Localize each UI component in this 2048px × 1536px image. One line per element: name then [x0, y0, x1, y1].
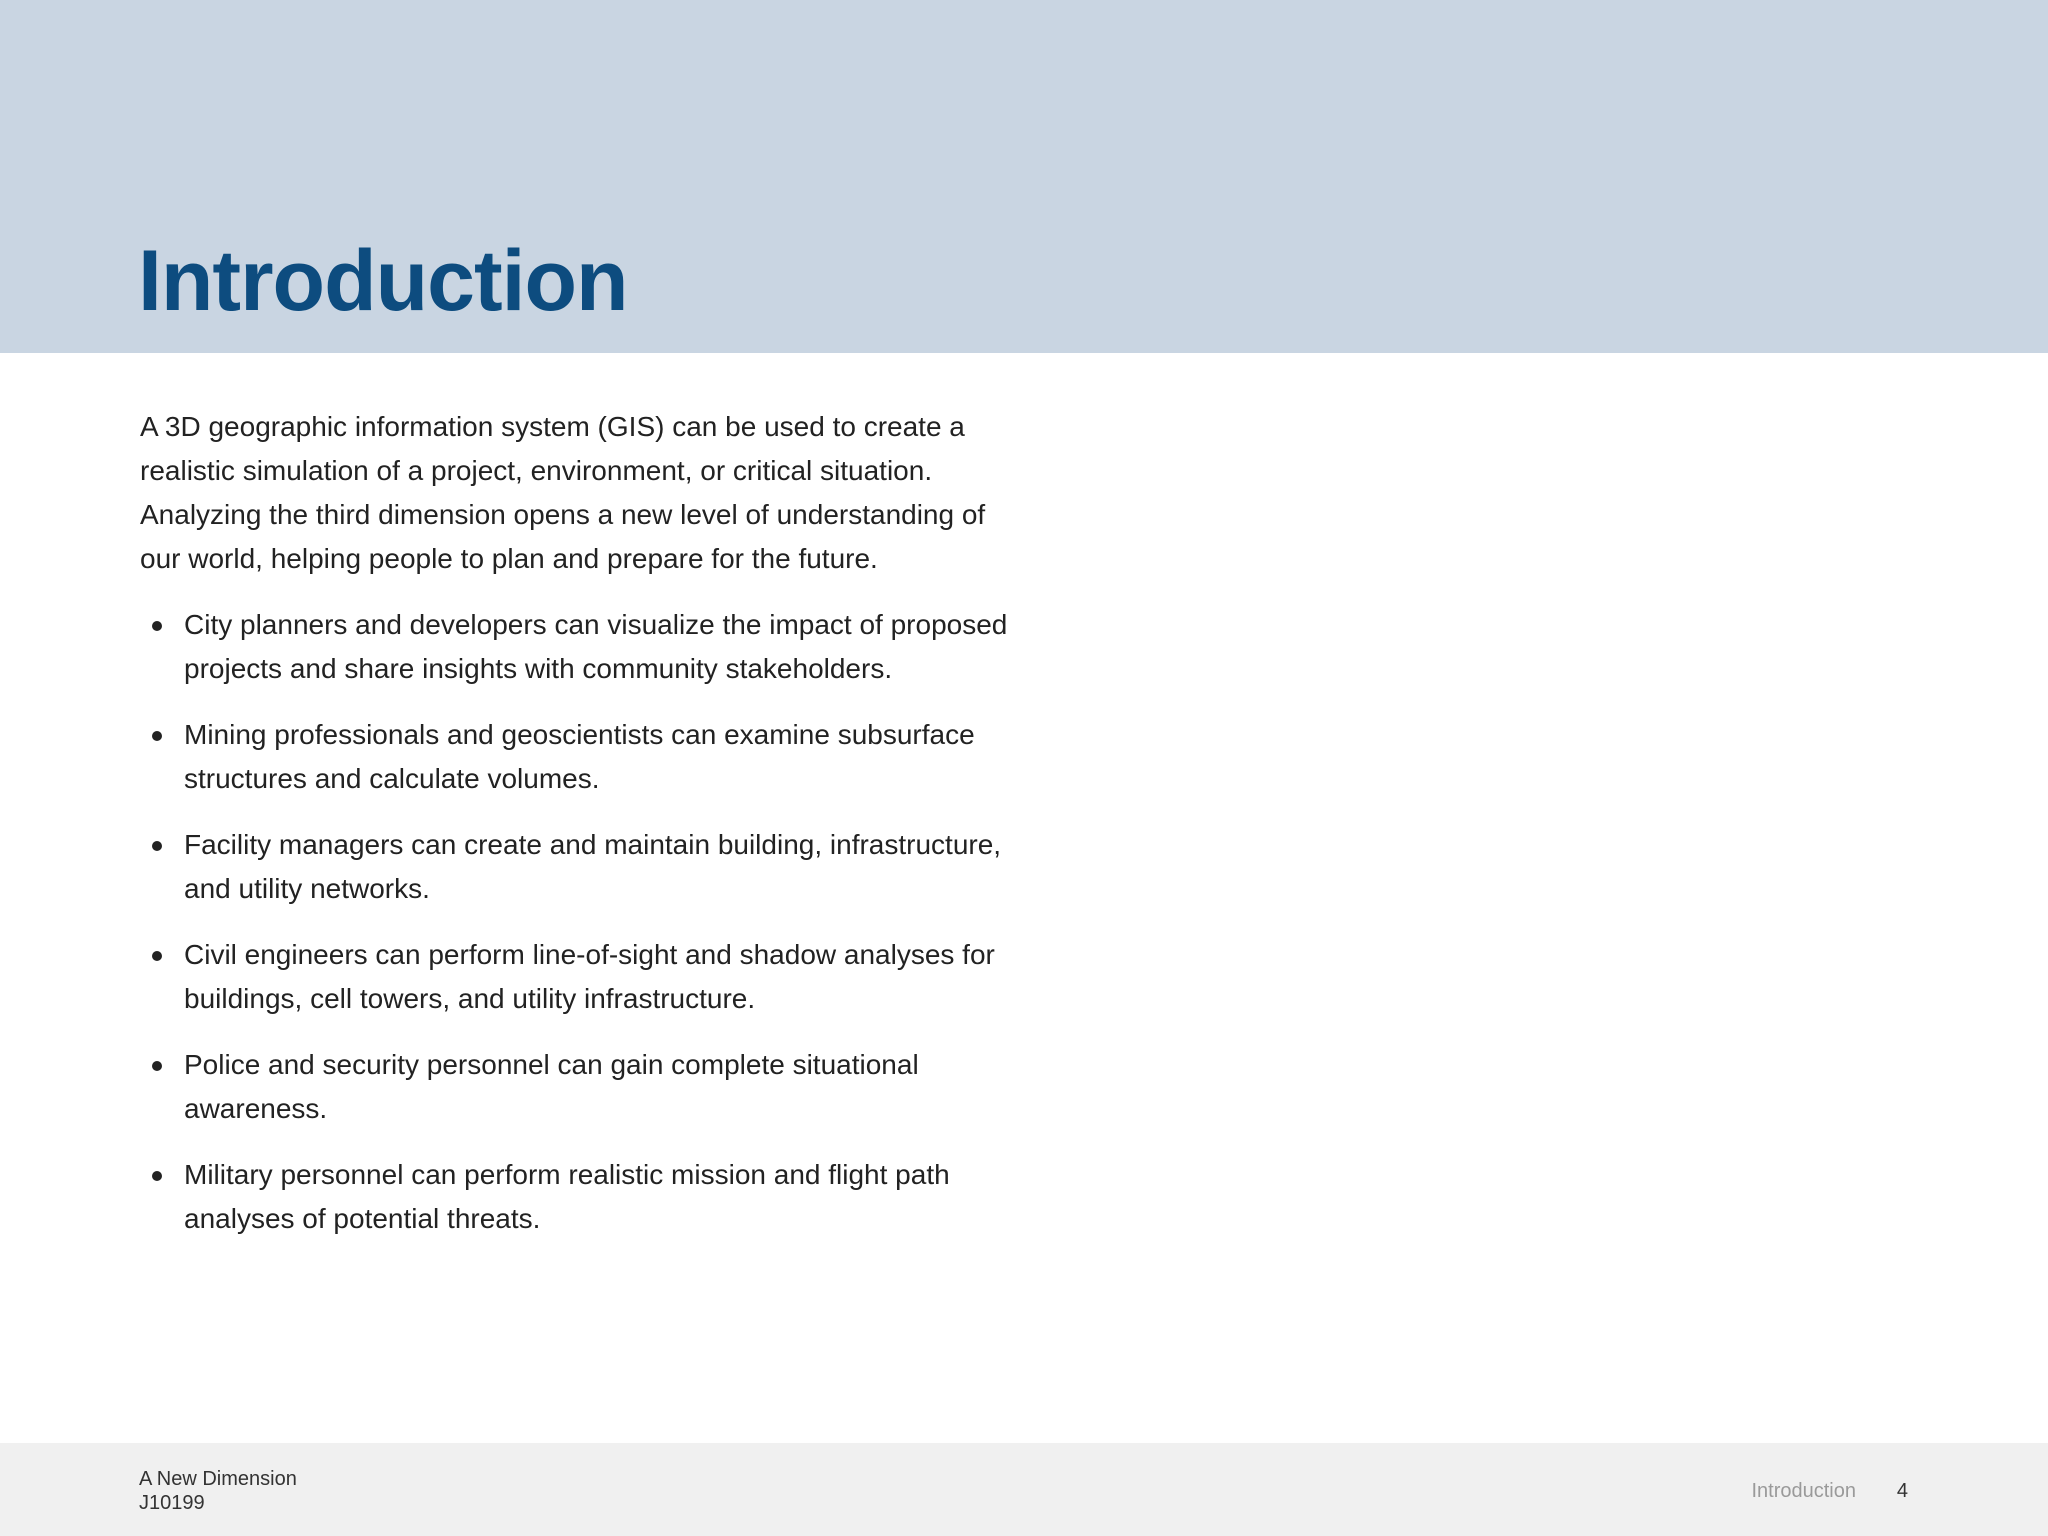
bullet-icon [152, 841, 162, 851]
footer-document-info [139, 1467, 297, 1515]
footer-band [0, 1443, 2048, 1536]
list-item [140, 1043, 1010, 1131]
footer-document-title: A New Dimension [139, 1468, 297, 1490]
bullet-text: Mining professionals and geoscientists can examine subsurface structures and calculate volumes. [184, 719, 975, 794]
list-item [140, 1153, 1010, 1241]
bullet-text: City planners and developers can visualize the impact of proposed projects and share insights with community stakeholders. [184, 609, 1008, 684]
bullet-list [140, 603, 1010, 1241]
page-title: Introduction [138, 233, 628, 329]
bullet-text: Civil engineers can perform line-of-sight and shadow analyses for buildings, cell towers, and utility infrastructure. [184, 939, 995, 1014]
list-item [140, 713, 1010, 801]
list-item [140, 603, 1010, 691]
content-body [140, 405, 1010, 1263]
bullet-text: Police and security personnel can gain complete situational awareness. [184, 1049, 919, 1124]
bullet-icon [152, 951, 162, 961]
footer-section-name: Introduction [1751, 1480, 1856, 1502]
bullet-text: Facility managers can create and maintain building, infrastructure, and utility networks. [184, 829, 1002, 904]
bullet-icon [152, 1061, 162, 1071]
list-item [140, 933, 1010, 1021]
bullet-icon [152, 1171, 162, 1181]
header-band [0, 0, 2048, 353]
bullet-icon [152, 731, 162, 741]
intro-paragraph: A 3D geographic information system (GIS) can be used to create a realistic simulation of a project, environment, or critical situation. Analyzing the third dimension opens a new level of understanding of our world, helping people to plan and prepare for the future. [140, 411, 986, 574]
list-item [140, 823, 1010, 911]
bullet-icon [152, 621, 162, 631]
bullet-text: Military personnel can perform realistic mission and flight path analyses of potential threats. [184, 1159, 950, 1234]
footer-document-code: J10199 [139, 1492, 205, 1514]
page-number: 4 [1896, 1480, 1908, 1502]
